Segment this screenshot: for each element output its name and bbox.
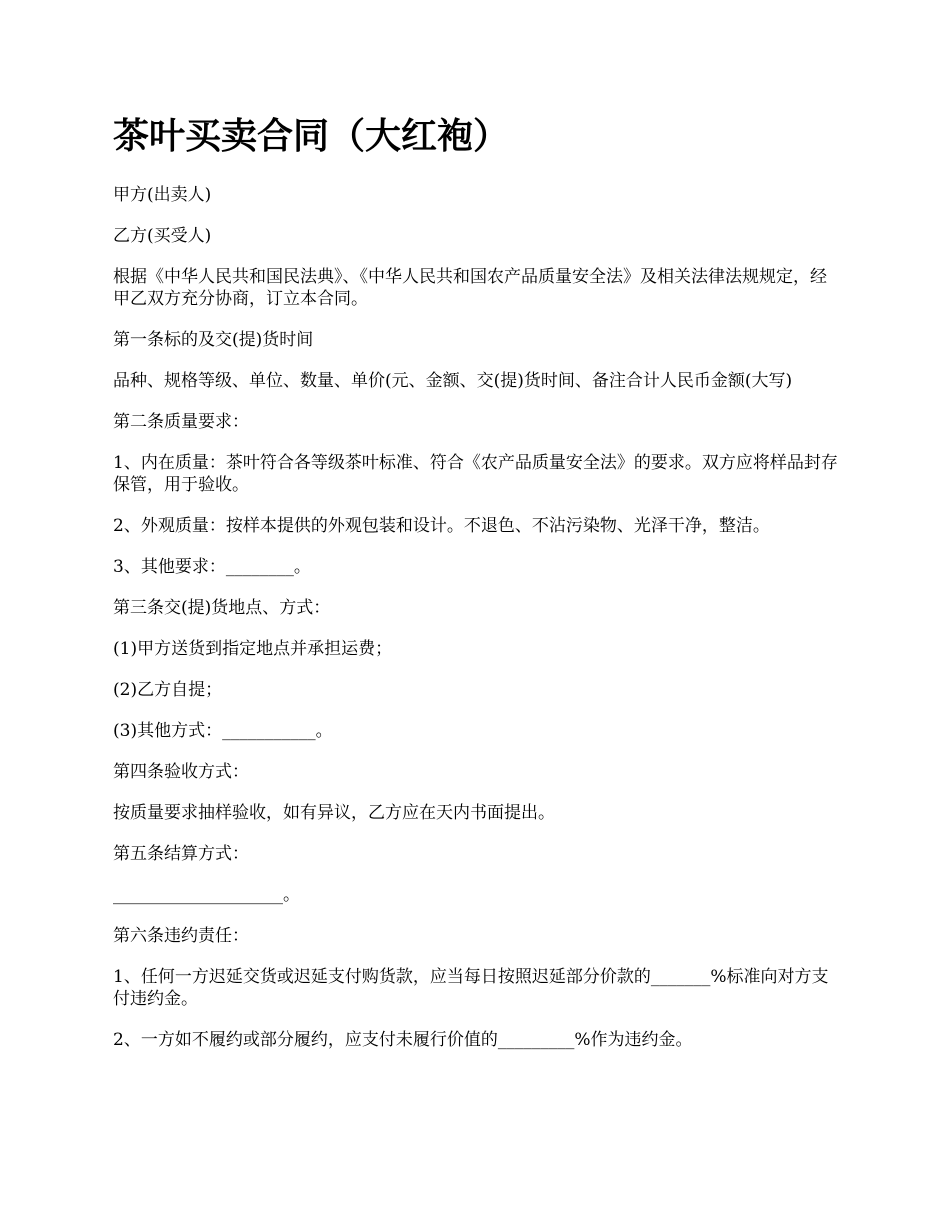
article-6-item-2: 2、一方如不履约或部分履约，应支付未履行价值的_________%作为违约金。 <box>113 1030 693 1050</box>
article-2-item-3: 3、其他要求：________。 <box>113 557 311 577</box>
article-4-heading: 第四条验收方式： <box>113 762 249 782</box>
article-1-text: 品种、规格等级、单位、数量、单价(元、金额、交(提)货时间、备注合计人民币金额(大写) <box>113 371 793 391</box>
party-b: 乙方(买受人) <box>113 226 212 246</box>
article-3-heading: 第三条交(提)货地点、方式： <box>113 598 331 618</box>
document-title: 茶叶买卖合同（大红袍） <box>113 115 510 157</box>
article-3-item-1: (1)甲方送货到指定地点并承担运费； <box>113 639 393 659</box>
article-5-text: ____________________。 <box>113 885 300 905</box>
article-2-item-2: 2、外观质量：按样本提供的外观包装和设计。不退色、不沾污染物、光泽干净，整洁。 <box>113 516 770 536</box>
article-6-item-1: 1、任何一方迟延交货或迟延支付购货款，应当每日按照迟延部分价款的_______%标准向对方支付违约金。 <box>113 967 829 1009</box>
article-2-heading: 第二条质量要求： <box>113 412 249 432</box>
article-2-item-1: 1、内在质量：茶叶符合各等级茶叶标准、符合《农产品质量安全法》的要求。双方应将样品封存保管，用于验收。 <box>113 453 838 495</box>
preamble: 根据《中华人民共和国民法典》、《中华人民共和国农产品质量安全法》及相关法律法规规定，经甲乙双方充分协商，订立本合同。 <box>113 267 827 309</box>
party-a: 甲方(出卖人) <box>113 185 212 205</box>
article-4-text: 按质量要求抽样验收，如有异议，乙方应在天内书面提出。 <box>113 803 555 823</box>
article-1-heading: 第一条标的及交(提)货时间 <box>113 330 314 350</box>
article-3-item-3: (3)其他方式：___________。 <box>113 721 333 741</box>
article-3-item-2: (2)乙方自提； <box>113 680 223 700</box>
document-body <box>113 112 843 1070</box>
article-6-heading: 第六条违约责任： <box>113 926 249 946</box>
article-5-heading: 第五条结算方式： <box>113 844 249 864</box>
